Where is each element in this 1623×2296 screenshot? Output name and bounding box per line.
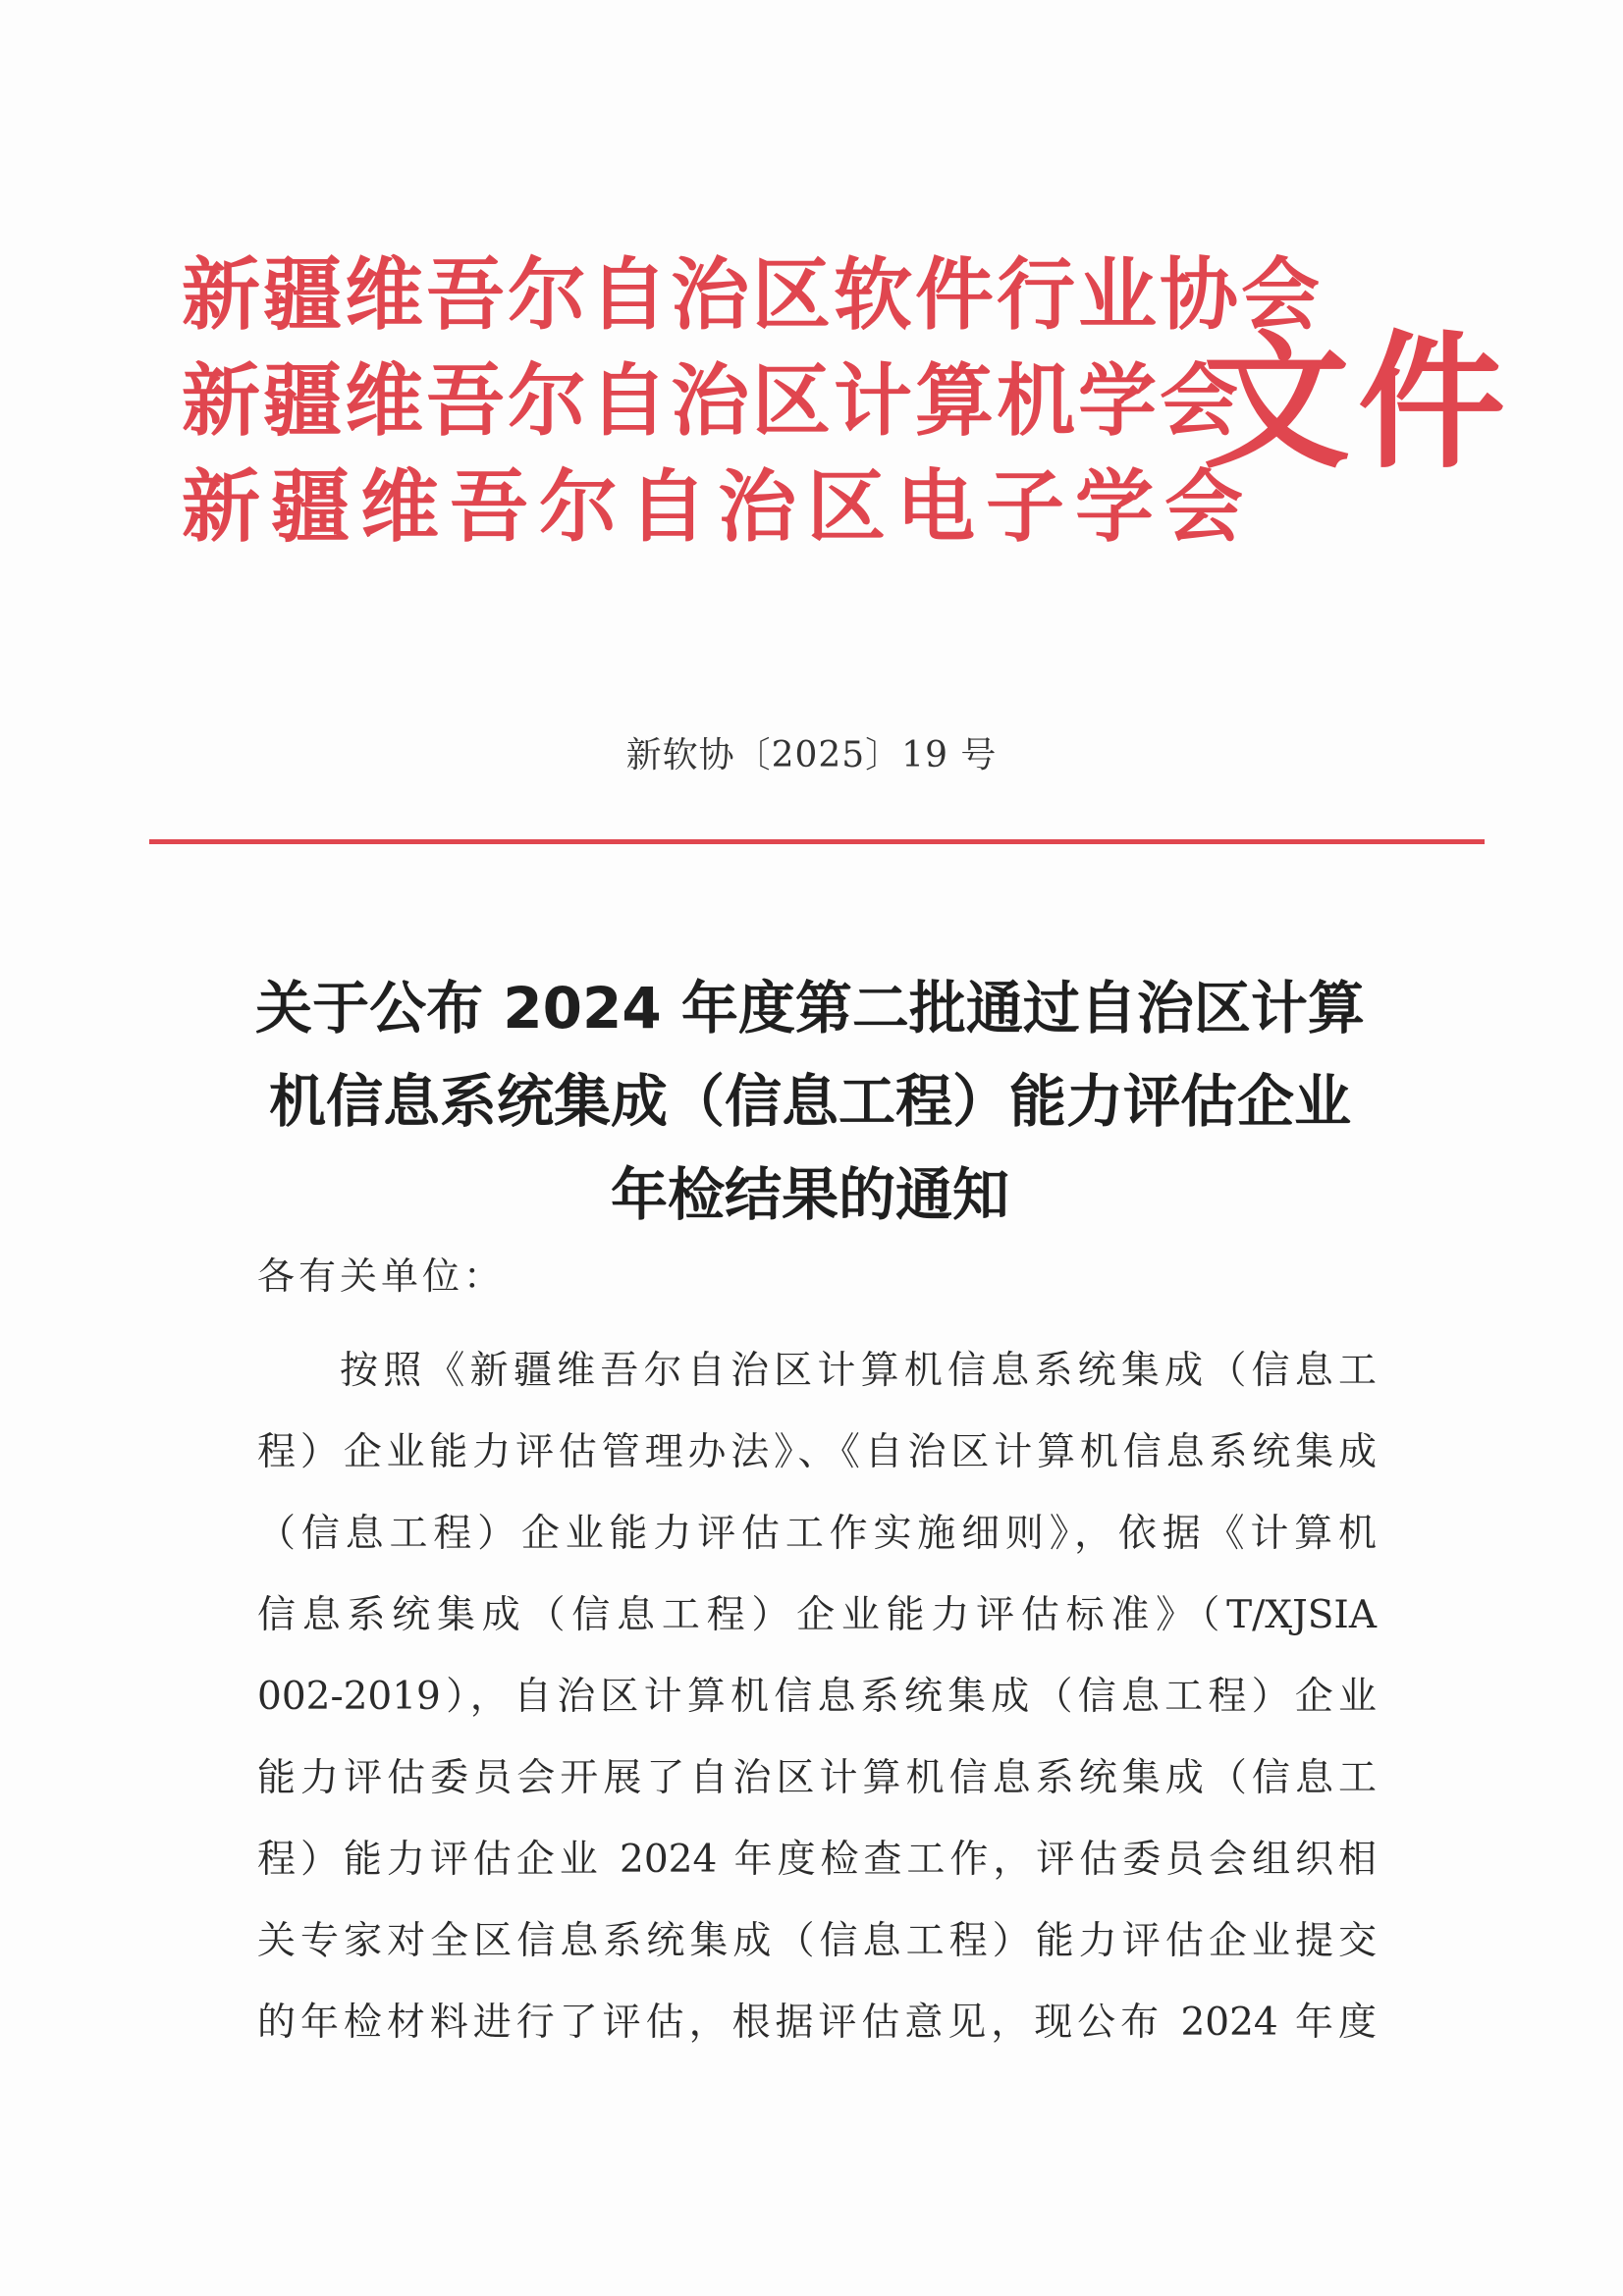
body-line: 的年检材料进行了评估，根据评估意见，现公布 2024 年度 xyxy=(257,2001,1377,2045)
body-line: 程）能力评估企业 2024 年度检查工作，评估委员会组织相 xyxy=(257,1838,1377,1882)
letterhead-doc-word: 文件 xyxy=(1203,316,1514,489)
letterhead xyxy=(182,245,1514,569)
org-name-electronics-society: 新疆维吾尔自治区电子学会 xyxy=(182,460,1254,553)
body-line: 按照《新疆维吾尔自治区计算机信息系统集成（信息工 xyxy=(340,1349,1377,1393)
body-paragraph xyxy=(257,1330,1377,2063)
org-name-computer-society: 新疆维吾尔自治区计算机学会 xyxy=(182,354,1241,447)
body-line: 能力评估委员会开展了自治区计算机信息系统集成（信息工 xyxy=(257,1756,1377,1800)
title-line: 关于公布 2024 年度第二批通过自治区计算 xyxy=(255,975,1365,1041)
org-name-software-association: 新疆维吾尔自治区软件行业协会 xyxy=(182,248,1323,341)
notice-title xyxy=(226,962,1394,1242)
red-divider-line xyxy=(149,839,1485,844)
body-line: 关专家对全区信息系统集成（信息工程）能力评估企业提交 xyxy=(257,1919,1377,1963)
body-line: 程）企业能力评估管理办法》、《自治区计算机信息系统集成 xyxy=(257,1430,1377,1474)
salutation: 各有关单位： xyxy=(257,1255,506,1298)
document-number: 新软协〔2025〕19 号 xyxy=(625,735,998,775)
title-line: 年检结果的通知 xyxy=(610,1161,1009,1228)
body-line: 信息系统集成（信息工程）企业能力评估标准》（T/XJSIA xyxy=(257,1593,1377,1637)
title-line: 机信息系统集成（信息工程）能力评估企业 xyxy=(268,1068,1351,1135)
body-line: 002-2019），自治区计算机信息系统集成（信息工程）企业 xyxy=(257,1675,1377,1719)
body-line: （信息工程）企业能力评估工作实施细则》，依据《计算机 xyxy=(257,1512,1377,1556)
